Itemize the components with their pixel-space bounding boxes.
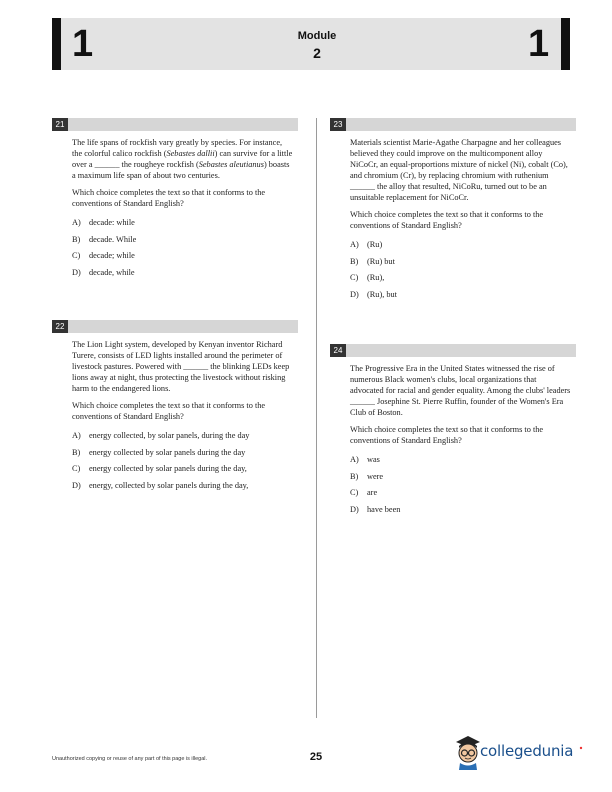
answer-choice-b[interactable]: B) decade. While — [72, 234, 137, 244]
header-bar-left — [52, 18, 61, 70]
question-header-bar — [52, 320, 298, 333]
answer-choice-b[interactable]: B) (Ru) but — [350, 256, 395, 266]
answer-choice-c[interactable]: C) decade; while — [72, 251, 135, 260]
section-number-right: 1 — [528, 23, 550, 65]
module-label: Module — [297, 30, 337, 42]
header-bar-right — [561, 18, 570, 70]
answer-choice-c[interactable]: C) energy collected by solar panels during the day, — [72, 464, 247, 473]
question-header-bar — [330, 118, 576, 131]
question-23 — [330, 118, 576, 305]
answer-choice-a[interactable]: A) was — [350, 455, 380, 464]
collegedunia-brand-text: collegedunia — [480, 742, 574, 760]
question-passage: Materials scientist Marie-Agathe Charpagne and her colleagues believed they could improve on the multicomponent alloy NiCoCr, an equal-proportions mixture of nickel (Ni), cobalt (Co), and chromium (Cr), by replacing chromium with ruthenium ______ the alloy that resulted, NiCoRu, turned out to be an unsuitable replacement for NiCoCr. — [350, 138, 568, 202]
answer-choice-b[interactable]: B) energy collected by solar panels during the day — [72, 447, 246, 457]
question-number: 24 — [330, 344, 346, 357]
module-header-band — [52, 18, 570, 70]
answer-choice-a[interactable]: A) energy collected, by solar panels, during the day — [72, 431, 250, 440]
column-divider — [316, 118, 317, 718]
copyright-notice: Unauthorized copying or reuse of any part of this page is illegal. — [52, 756, 208, 762]
answer-choice-d[interactable]: D) have been — [350, 504, 401, 514]
question-21 — [52, 118, 298, 283]
question-passage: The Progressive Era in the United States witnessed the rise of numerous Black women's clubs, local organizations that advocated for racial and gender equality. Among the clubs' leaders ______ Josephine St. Pierre Ruffin, founder of the Women's Era Club of Boston. — [350, 364, 571, 417]
answer-choice-d[interactable]: D) (Ru), but — [350, 289, 397, 299]
page-number: 25 — [309, 751, 323, 763]
answer-choice-c[interactable]: C) (Ru), — [350, 273, 385, 282]
module-number: 2 — [313, 45, 321, 61]
question-prompt: Which choice completes the text so that it conforms to the conventions of Standard English? — [72, 188, 266, 208]
answer-choice-d[interactable]: D) decade, while — [72, 267, 135, 277]
question-24 — [330, 344, 576, 520]
section-number-left: 1 — [72, 23, 94, 65]
answer-choice-a[interactable]: A) decade: while — [72, 218, 135, 227]
answer-choice-c[interactable]: C) are — [350, 488, 378, 497]
question-number: 22 — [52, 320, 68, 333]
question-header-bar — [330, 344, 576, 357]
answer-choice-a[interactable]: A) (Ru) — [350, 240, 383, 249]
question-prompt: Which choice completes the text so that it conforms to the conventions of Standard English? — [72, 401, 266, 421]
question-passage: The life spans of rockfish vary greatly by species. For instance, the colorful calico rockfish (Sebastes dallii) can survive for a little over a ______ the rougheye rockfish (Sebastes aleutianus) boasts a maximum life span of about two centuries. — [72, 138, 293, 180]
question-number: 23 — [330, 118, 346, 131]
answer-choice-b[interactable]: B) were — [350, 471, 384, 481]
question-header-bar — [52, 118, 298, 131]
question-number: 21 — [52, 118, 68, 131]
question-prompt: Which choice completes the text so that it conforms to the conventions of Standard English? — [350, 210, 544, 230]
question-22 — [52, 320, 298, 496]
answer-choice-d[interactable]: D) energy, collected by solar panels during the day, — [72, 480, 249, 490]
question-prompt: Which choice completes the text so that it conforms to the conventions of Standard English? — [350, 425, 544, 445]
question-passage: The Lion Light system, developed by Kenyan inventor Richard Turere, consists of LED lights installed around the perimeter of livestock pastures. Powered with ______ the blinking LEDs keep lions away at night, thus protecting the livestock without risking harm to the endangered lions. — [72, 340, 290, 393]
